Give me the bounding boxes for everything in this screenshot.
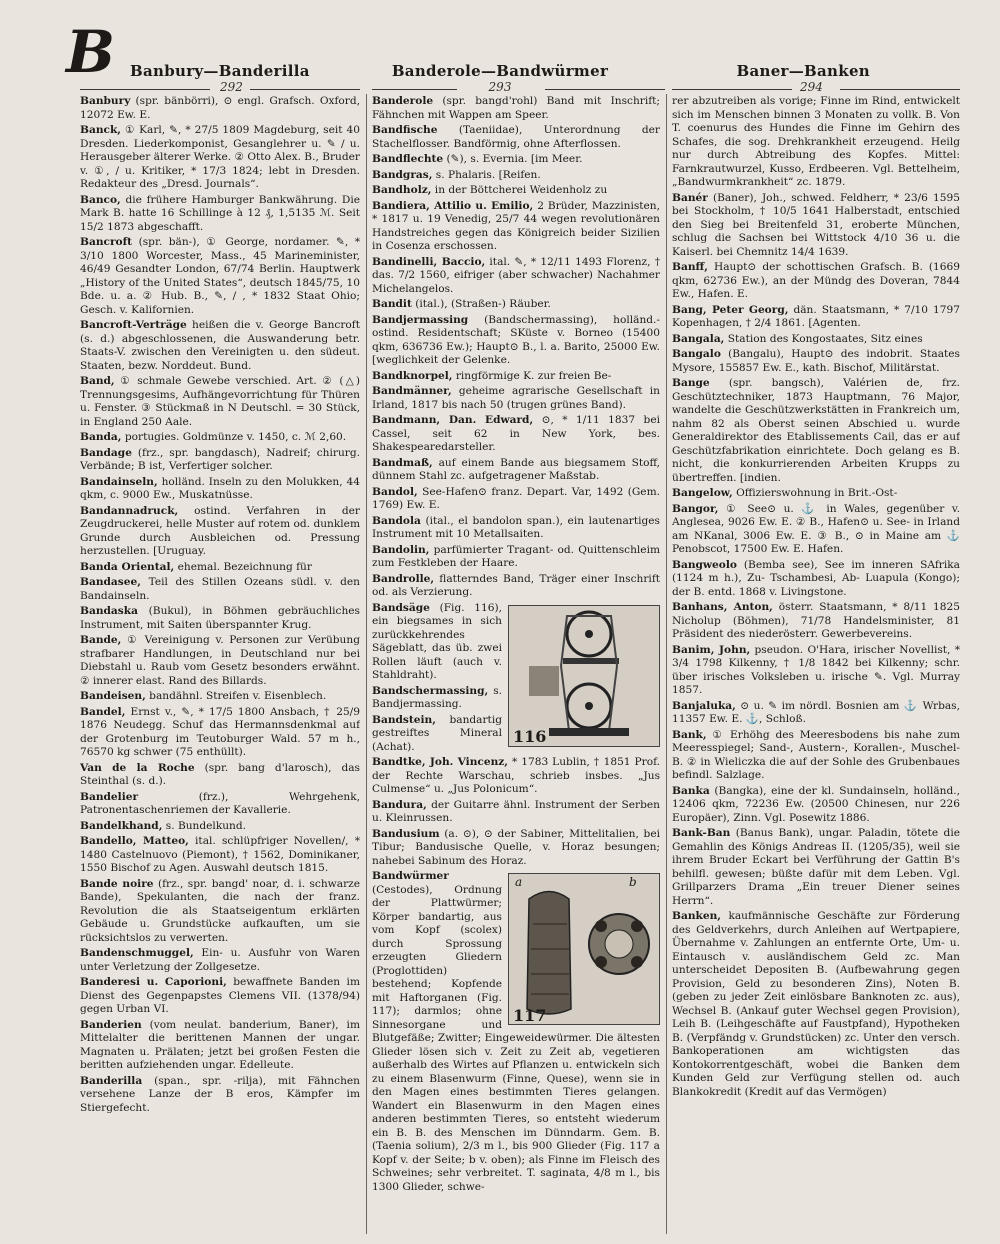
dictionary-entry [80,835,360,876]
entry-headword: Bandknorpel, [372,369,453,382]
dictionary-entry [672,700,960,727]
entry-headword: Bangweolo [672,558,737,571]
entry-text: s. Phalaris. [Reifen. [432,168,541,181]
entry-text: kaufmännische Geschäfte zur Förderung des Geldverkehrs, durch Anleihen auf Wertpapiere, Übernahme v. Zahlungen an entfernte Orte, Um- u. Eintausch v. ausländischem Geld zc. Man unterscheidet Depositen B. (Aufbewahrung gegen Provision, Geld zu besonderen Zins), Noten B. (geben zu jeder Zeit einlösbare Banknoten zc. aus), Wechsel B. (Ankauf guter Wechsel gegen Provision), Leih B. (Leihgeschäfte auf Faustpfand), Hypotheken B. (Verpfändg v. Grundstücken) zc. Unter den versch. Bankoperationen am wichtigsten das Kontokorrentgeschäft, wobei die Banken dem Kunden Geld zur Verfügung stellen od. auch Blankokredit (Kredit auf das Vermögen) [672,910,960,1098]
entry-text: (Bangka), eine der kl. Sundainseln, holländ., 12406 qkm, 72236 Ew. (20500 Chinesen, nur 226 Europäer), Zinn. Vgl. Posewitz 1886. [672,784,960,824]
dictionary-entry [672,487,960,501]
dictionary-entry [372,169,660,183]
entry-text: ① Erhöhg des Meeresbodens bis nahe zum Meeresspiegel; Sand-, Austern-, Korallen-, Muschel-B. ② in Wieliczka die auf der Sohle des Grubenbaues befindl. Salzlage. [672,728,960,781]
entry-text: Ernst v., ✎, * 17/5 1800 Ansbach, † 25/9 1876 Neudegg. Schuf das Hermannsdenkmal auf der Grotenburg im Teutoburger Wald. 57 m h., 76570 kg schwer (75 enthüllt). [80,705,360,758]
entry-text: ① schmale Gewebe verschied. Art. ② (△) Trennungsgesims, Aufhängevorrichtung für Thüren u. Fenster. ③ Stückmaß in N Deutschl. = 30 Stück, in England 250 Aale. [80,375,360,428]
entry-text: Teil des Stillen Ozeans südl. v. den Bandainseln. [80,576,360,602]
dictionary-entry [672,304,960,331]
section-letter: B [66,18,116,86]
entry-headword: Bandfische [372,124,438,136]
entry-headword: Bandola [372,514,421,527]
entry-text: ⊙ u. ✎ im nördl. Bosnien am ⚓ Wrbas, 11357 Ew. E. ⚓, Schloß. [672,699,960,725]
entry-headword: Bandiera, Attilio u. Emilio, [372,199,534,212]
dictionary-entry [80,476,360,503]
dictionary-entry [372,184,660,198]
entry-headword: Bandschermassing, [372,684,489,697]
entry-text: (Bemba see), See im inneren SAfrika (1124 m h.), Zu- Tschambesi, Ab- Luapula (Kongo); der B. entd. 1868 v. Livingstone. [672,558,960,598]
entry-text: ⊙, * 1/11 1837 bei Cassel, seit 62 in New York, bes. Shakespearedarsteller. [372,414,660,453]
entry-text: (ital., el bandolon span.), ein lautenartiges Instrument mit 10 Metallsaiten. [372,514,660,540]
dictionary-entry [372,515,660,542]
entry-headword: Bandinelli, Baccio, [372,255,486,268]
entry-text: 2 Brüder, Mazzinisten, * 1817 u. 19 Venedig, 25/7 44 wegen revolutionären Handstreiches gegen das Königreich beider Sizilien in Cosenza erschossen. [372,199,660,252]
entry-text: bandähnl. Streifen v. Eisenblech. [145,690,327,702]
entry-headword: Bancroft [80,236,133,248]
dictionary-entry [372,828,660,869]
column-divider [666,94,667,1234]
entry-text: Offizierswohnung in Brit.-Ost- [732,487,898,499]
dictionary-entry [672,827,960,908]
entry-headword: Bangelow, [672,487,733,499]
entry-text: * 1783 Lublin, † 1851 Prof. der Rechte Warschau, schrieb insbes. „Jus Culmense“ u. „Jus Polonicum“. [372,756,660,795]
dictionary-entry [372,370,660,384]
dictionary-entry [80,561,360,575]
dictionary-entry [80,375,360,429]
header-rule [672,89,792,90]
figure-label-a: a [515,875,523,889]
entry-text: s. Bandjermassing. [372,684,502,710]
entry-headword: Bang, Peter Georg, [672,303,789,316]
dictionary-entry [80,95,360,122]
entry-text: ital. ✎, * 12/11 1493 Florenz, † das. 7/2 1560, eifriger (aber schwacher) Nachahmer Michelangelos. [372,255,660,295]
dictionary-entry [372,200,660,254]
entry-headword: Bangor, [672,502,719,515]
entry-headword: Banff, [672,261,708,273]
entry-text: (spr. bangd'rohl) Band mit Inschrift; Fähnchen mit Wappen am Speer. [372,95,660,121]
entry-text: der Guitarre ähnl. Instrument der Serben u. Kleinrussen. [372,798,660,824]
entry-headword: Bangala, [672,332,725,345]
entry-headword: Bandjermassing [372,313,469,326]
dictionary-entry [672,333,960,347]
entry-text: (✎), s. Evernia. [im Meer. [443,153,583,165]
dictionary-entry [372,95,660,122]
entry-headword: Bank, [672,728,707,741]
entry-text: (frz.), Wehrgehenk, Patronentaschenriemen der Kavallerie. [80,790,360,816]
column-right [672,95,960,1235]
entry-text: bandartig gestreiftes Mineral (Achat). [372,713,502,753]
entry-headword: Banda Oriental, [80,560,175,573]
entry-text: (Cestodes), Ordnung der Plattwürmer; Körper bandartig, aus vom Kopf (scolex) durch Sprossung erzeugten Gliedern (Proglottiden) bestehend; Kopfende mit Haftorganen (Fig. 117); darmlos; ohne Sinnesorgane und Blutgefäße; Zwitter; Eingeweidewürmer. Die ältesten Glieder lösen sich v. Zeit zu Zeit ab, vegetieren außerhalb des Wirtes auf Pflanzen u. entwickeln sich zu einem Blasenwurm (Finne, Quese), wenn sie in den Magen eines bestimmten Tieres gelangen. Wandert ein Blasenwurm in den Magen eines anderen bestimmten Tieres, so entsteht wiederum ein B. B. des Menschen im Dünndarm. Gem. B. (Taenia solium), 2/3 m l., bis 900 Glieder (Fig. 117 a Kopf v. der Seite; b v. oben); als Finne im Fleisch des Schweines; sehr verbreitet. T. saginata, 4/8 m l., bis 1300 Glieder, schwe- [372,883,660,1193]
entry-headword: Bandannadruck, [80,504,179,517]
dictionary-entry [372,153,660,167]
entry-headword: Bandmänner, [372,385,452,397]
dictionary-entry [672,644,960,698]
header-center: Banderole—Bandwürmer [391,62,609,80]
entry-headword: Bandflechte [372,153,444,165]
column-left [80,95,360,1235]
entry-headword: Bandaska [80,605,138,617]
entry-text: ital. schlüpfriger Novellen/, * 1480 Castelnuovo (Piemont), † 1562, Dominikaner, 1550 Bischof zu Agen. Auswahl deutsch 1815. [80,835,360,874]
entry-text: bewaffnete Banden im Dienst des Gegenpapstes Clemens VII. (1378/94) gegen Urban VI. [80,976,360,1015]
dictionary-entry [372,314,660,368]
figure-number: 117 [513,1005,547,1025]
dictionary-entry [372,256,660,297]
dictionary-entry [672,910,960,1099]
entry-text: ehemal. Bezeichnung für [174,560,312,573]
header-rule [250,89,360,90]
dictionary-entry [80,319,360,373]
page-number-left: 292 [220,80,243,94]
dictionary-entry [672,348,960,375]
dictionary-entry [80,505,360,559]
header-rule [80,89,210,90]
dictionary-entry [80,791,360,818]
entry-text: portugies. Goldmünze v. 1450, c. ℳ 2,60. [121,431,347,443]
entry-headword: Bandwürmer [372,870,449,882]
dictionary-entry [672,601,960,642]
entry-headword: Bandel, [80,705,126,718]
dictionary-entry [80,431,360,445]
entry-headword: Bandelier [80,790,139,803]
entry-headword: Banér [672,191,708,204]
dictionary-entry [80,447,360,474]
entry-text: (Banus Bank), ungar. Paladin, tötete die Gemahlin des Königs Andreas II. (1205/35), weil sie ihrem Bruder Eckart bei Verführung der Gattin B's behilfl. gewesen; büßte dafür mit dem Leben. Vgl. Grillparzers Drama „Ein treuer Diener seines Herrn“. [672,827,960,907]
dictionary-entry [80,124,360,192]
dictionary-entry [372,573,660,600]
entry-text: Station des Kongostaates, Sitz eines [724,332,923,345]
entry-text: (Taeniidae), Unterordnung der Stachelflosser. Bandförmig, ohne Afterflossen. [372,124,660,150]
entry-headword: Banck, [80,124,121,136]
entry-text: ostind. Verfahren in der Zeugdruckerei, helle Muster auf rotem od. dunklem Grunde durch Ausbleichen od. Pressung herzustellen. [Uruguay. [80,504,360,557]
page-number-center: 293 [488,80,512,94]
entry-text: geheime agrarische Gesellschaft in Irland, 1817 bis nach 50 (trugen grünes Band). [372,385,660,411]
entry-text: (Baner), Joh., schwed. Feldherr, * 23/6 1595 bei Stockholm, † 10/5 1641 Halberstadt, entschied den Sieg bei Breitenfeld 31, eroberte München, schlug die Sachsen bei Wittstock 4/10 36 u. die Kaiserl. bei Chemnitz 14/4 1639. [672,191,960,258]
dictionary-entry [672,729,960,783]
header-left: Banbury—Banderilla [130,62,310,80]
entry-text: Haupt⊙ der schottischen Grafsch. B. (1669 qkm, 62736 Ew.), an der Mündg des Doveran, 7844 Ew., Hafen. E. [672,261,960,300]
entry-headword: Banken, [672,910,721,922]
entry-text: in der Böttcherei Weidenholz zu [431,184,608,196]
entry-headword: Bandtke, Joh. Vincenz, [372,756,508,768]
entry-headword: Bandelkhand, [80,819,163,832]
dictionary-entry [80,576,360,603]
entry-text: (Bukul), in Böhmen gebräuchliches Instrument, mit Saiten überspannter Krug. [80,605,360,631]
entry-headword: Banderilla [80,1074,143,1087]
entry-text: (spr. bänbörri), ⊙ engl. Grafsch. Oxford, 12072 Ew. E. [80,95,360,121]
entry-text: dän. Staatsmann, * 7/10 1797 Kopenhagen, † 2/4 1861. [Agenten. [672,303,960,329]
dictionary-entry [672,559,960,600]
header-rule [545,89,665,90]
entry-text: die frühere Hamburger Bankwährung. Die Mark B. hatte 16 Schillinge à 12 ₰, 1,5135 ℳ. Seit 15/2 1873 abgeschafft. [80,193,360,233]
dictionary-entry [80,605,360,632]
entry-headword: Banderien [80,1018,142,1031]
entry-text: pseudon. O'Hara, irischer Novellist, * 3/4 1798 Kilkenny, † 1/8 1842 bei Kilkenny; schr. über irisches Volksleben u. irische ✎. Vgl. Murray 1857. [672,643,960,696]
dictionary-entry [372,756,660,797]
entry-text: (span., spr. -rilja), mit Fähnchen versehene Lanze der B eros, Kämpfer im Stiergefecht. [80,1074,360,1114]
dictionary-entry [80,947,360,974]
entry-text: s. Bundelkund. [162,819,247,832]
entry-headword: Banhans, Anton, [672,601,773,613]
dictionary-entry [672,377,960,485]
figure-band-saw [508,605,660,747]
entry-headword: Bange [672,377,710,389]
band-saw-illustration [509,606,659,746]
entry-headword: Bandstein, [372,713,436,726]
tapeworm-head-illustration [509,874,659,1024]
figure-number: 116 [513,727,547,746]
entry-headword: Banda, [80,431,122,443]
dictionary-entry [372,544,660,571]
dictionary-entry [372,124,660,151]
dictionary-entry [80,878,360,946]
entry-headword: Bandeisen, [80,690,146,702]
dictionary-entry [80,976,360,1017]
entry-text: (spr. bang d'larosch), das Steinthal (s. d.). [80,761,360,787]
entry-headword: Bancroft-Verträge [80,319,187,331]
entry-headword: Bandsäge [372,601,430,614]
entry-headword: Bandol, [372,485,418,498]
entry-text: ringförmige K. zur freien Be- [452,369,612,382]
dictionary-entry [672,503,960,557]
dictionary-entry [372,298,660,312]
entry-text: heißen die v. George Bancroft (s. d.) abgeschlossenen, die Auswanderung betr. Staats-V. zwischen den Vereinigten u. den südeut. Staaten, bezw. Norddeut. Bund. [80,319,360,372]
entry-headword: Bangalo [672,348,721,360]
entry-text: See-Hafen⊙ franz. Depart. Var, 1492 (Gem. 1769) Ew. E. [372,485,660,511]
header-right: Baner—Banken [736,62,870,80]
entry-headword: Bandenschmuggel, [80,947,194,959]
entry-headword: Bandmaß, [372,456,433,469]
entry-headword: Banderole [372,95,434,107]
entry-headword: Bandage [80,446,132,459]
entry-headword: Bandainseln, [80,475,158,488]
dictionary-entry [672,192,960,260]
figure-label-b: b [629,875,637,889]
figure-tapeworm-head [508,873,660,1025]
entry-headword: Banbury [80,95,131,107]
entry-headword: Banka [672,784,710,797]
entry-text: auf einem Bande aus biegsamem Stoff, dünnem Stahl zc. aufgetragener Maßstab. [372,456,660,482]
column-divider [366,94,367,1234]
column-center [372,95,660,1235]
dictionary-entry [80,690,360,704]
entry-headword: Bandolin, [372,543,430,556]
entry-text: (vom neulat. banderium, Baner), im Mittelalter die berittenen Mannen der ungar. Magnaten u. Prälaten; jetzt bei großen Festen die beritten aufziehenden ungar. Edelleute. [80,1018,360,1071]
entry-text: Ein- u. Ausfuhr von Waren unter Verletzung der Zollgesetze. [80,947,360,973]
entry-text: (ital.), (Straßen-) Räuber. [411,298,551,310]
entry-text: ① See⊙ u. ⚓ in Wales, gegenüber v. Anglesea, 9026 Ew. E. ② B., Hafen⊙ u. See- in Irland am NKanal, 3006 Ew. E. ③ B., ⊙ in Maine am ⚓ Penobscot, 17500 Ew. E. Hafen. [672,502,960,555]
entry-headword: Banim, John, [672,643,751,656]
entry-headword: Bande, [80,634,122,646]
dictionary-entry [372,414,660,455]
page-number-right: 294 [800,80,823,94]
entry-text: (frz., spr. bangdasch), Nadreif; chirurg. Verbände; B ist, Verfertiger solcher. [80,446,360,472]
entry-text: (Bandschermassing), holländ.-ostind. Residentschaft; SKüste v. Borneo (15400 qkm, 636736 Ew.); Haupt⊙ B., l. a. Barito, 25000 Ew. [weglichkeit der Gelenke. [372,313,660,366]
entry-headword: Bandusium [372,827,440,840]
dictionary-entry [80,1019,360,1073]
entry-text: (Fig. 116), ein biegsames in sich zurückkehrendes Sägeblatt, das üb. zwei Rollen läuft (auch v. Stahldraht). [372,601,502,681]
entry-headword: Banderesi u. Caporioni, [80,976,227,988]
entry-headword: Bandgras, [372,168,433,181]
entry-headword: Bandello, Matteo, [80,835,189,847]
entry-text: (frz., spr. bangd' noar, d. i. schwarze Bande), Spekulanten, die nach der franz. Revolution die als Staatseigentum erklärten Gebäude u. Grundstücke aufkauften, um sie rücksichtslos zu verwerten. [80,877,360,944]
entry-headword: Bandholz, [372,184,432,196]
dictionary-entry [672,261,960,302]
entry-text: parfümierter Tragant- od. Quittenschleim zum Festkleben der Haare. [372,543,660,569]
entry-headword: Banjaluka, [672,699,736,712]
dictionary-entry [80,762,360,789]
entry-headword: Bande noire [80,877,154,890]
dictionary-entry [672,95,960,190]
dictionary-entry [80,706,360,760]
entry-headword: Bank-Ban [672,827,731,839]
dictionary-entry [80,194,360,235]
entry-headword: Bandura, [372,798,427,811]
entry-text: flatterndes Band, Träger einer Inschrift od. als Verzierung. [372,572,660,598]
entry-headword: Bandmann, Dan. Edward, [372,414,534,426]
entry-headword: Banco, [80,193,121,206]
entry-text: (spr. bangsch), Valérien de, frz. Geschütztechniker, 1873 Hauptmann, 76 Major, wandelte die Geschützwerkstätten in Frankreich um, nahm 82 als Oberst seinen Abschied u. wurde Generaldirektor des Etablissements Cail, das er auf Geschützfabrikation einrichtete. Doch gelang es B. nicht, die konkurrierenden Arbeiten Krupps zu übertreffen. [indien. [672,377,960,484]
dictionary-entry [372,385,660,412]
entry-text: (a. ⊙), ⊙ der Sabiner, Mittelitalien, bei Tibur; Bandusische Quelle, v. Horaz besungen; nahebei Sabinum des Horaz. [372,827,660,867]
dictionary-entry [372,486,660,513]
dictionary-entry [80,820,360,834]
dictionary-entry [80,236,360,317]
entry-headword: Van de la Roche [80,761,195,774]
dictionary-entry [372,799,660,826]
entry-text: österr. Staatsmann, * 8/11 1825 Nicholup (Böhmen), 71/78 Handelsminister, 81 Präsident des niederösterr. Gewerbevereins. [672,601,960,640]
dictionary-entry [672,785,960,826]
entry-headword: Bandit [372,298,412,310]
entry-text: holländ. Inseln zu den Molukken, 44 qkm, c. 9000 Ew., Muskatnüsse. [80,475,360,501]
entry-text: (Bangalu), Haupt⊙ des indobrit. Staates Mysore, 155857 Ew. E., kath. Bischof, Militärstat. [672,348,960,374]
entry-headword: Bandrolle, [372,572,435,585]
entry-headword: Bandasee, [80,576,141,588]
entry-text: rer abzutreiben als vorige; Finne im Rind, entwickelt sich im Menschen binnen 3 Monaten zu vollk. B. Von T. coenurus des Hundes die Finne im Gehirn des Schafes, die sog. Drehkrankheit erzeugend. Heilg nur durch Abtreibung des Kopfes. Mittel: Farnkrautwurzel, Kusso, Erdbeeren. Vgl. Bettelheim, „Bandwurmkrankheit“ zc. 1879. [672,95,960,188]
entry-text: ① Karl, ✎, * 27/5 1809 Magdeburg, seit 40 Dresden. Liederkomponist, Gesanglehrer u. ✎ / u. Herausgeber älterer Werke. ② Otto Alex. B., Bruder v. ①, / u. Kritiker, * 17/3 1824; lebt in Dresden. Redakteur des „Dresd. Journals“. [80,124,360,190]
dictionary-entry [80,1075,360,1116]
dictionary-entry [372,457,660,484]
entry-text: (spr. bän-), ① George, nordamer. ✎, * 3/10 1800 Worcester, Mass., 45 Marineminister, 46/49 Gesandter London, 67/74 Berlin. Hauptwerk „History of the United States“, deutsch 1845/75, 10 Bde. u. a. ② Hub. B., ✎, / , * 1832 Staat Ohio; Gesch. v. Kalifornien. [80,236,360,316]
entry-headword: Band, [80,375,115,387]
header-rule [840,89,960,90]
entry-text: ① Vereinigung v. Personen zur Verübung strafbarer Handlungen, in Deutschland nur bei Diebstahl u. Raub vom Gesetz besonders erwähnt. ② innerer elast. Rand des Billards. [80,634,360,687]
dictionary-entry [80,634,360,688]
header-rule [372,89,457,90]
